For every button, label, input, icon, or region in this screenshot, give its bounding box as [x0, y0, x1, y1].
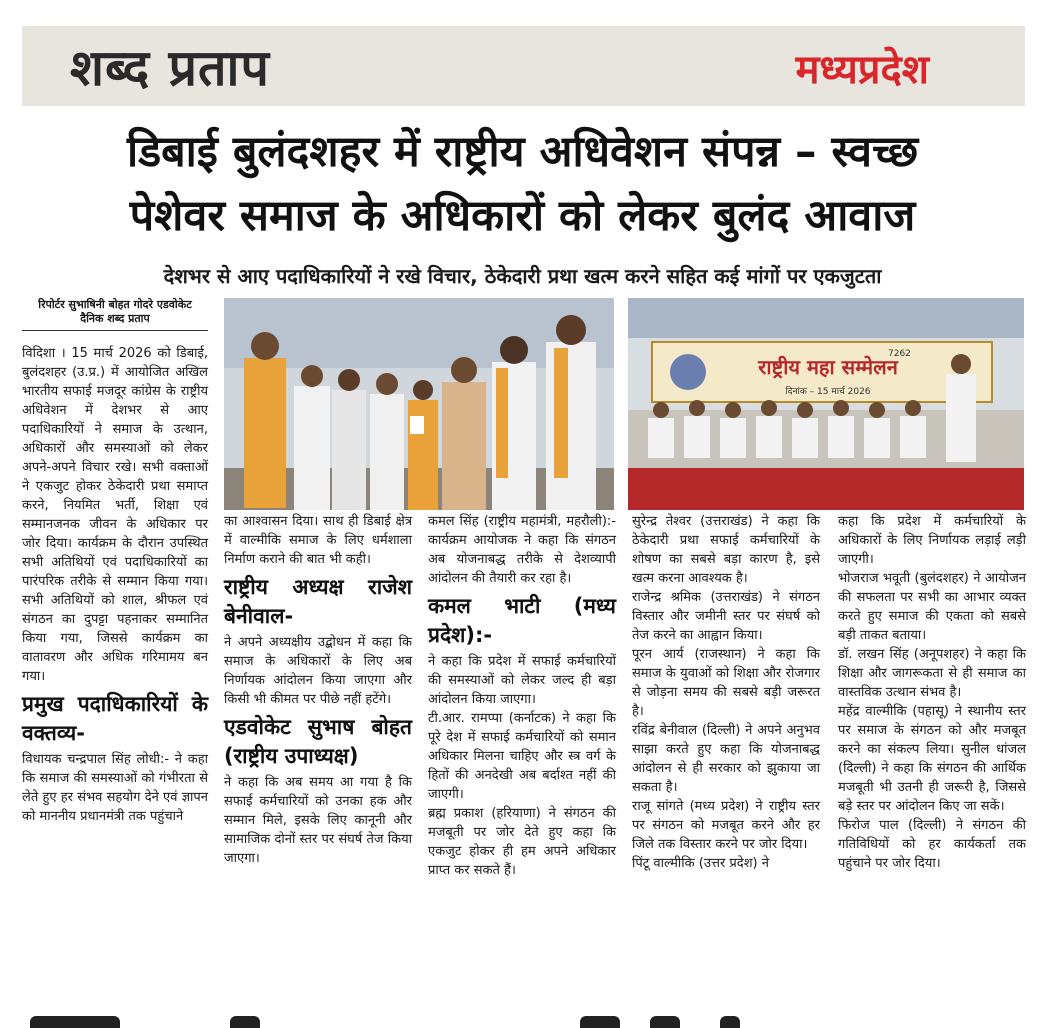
col1-text: विधायक चन्द्रपाल सिंह लोधी:- ने कहा कि समाज की समस्याओं को गंभीरता से लेते हुए हर संभव सहयोग देने एवं ज्ञापन को माननीय प्रधानमंत्री तक पहुंचाने	[22, 752, 208, 824]
region-label: मध्यप्रदेश	[795, 47, 929, 93]
column-2	[224, 512, 412, 868]
col4-para-5: राजू सांगते (मध्य प्रदेश) ने राष्ट्रीय स्तर पर संगठन को मजबूत करने और हर जिले तक विस्तार करने पर जोर दिया।	[632, 799, 820, 852]
col2-section-2: एडवोकेट सुभाष बोहत (राष्ट्रीय उपाध्यक्ष)	[224, 715, 412, 768]
col3-section: कमल भाटी (मध्य प्रदेश):-	[428, 594, 616, 647]
column-5	[838, 512, 1026, 873]
column-4	[632, 512, 820, 873]
photo-stage-image	[628, 298, 1024, 510]
col2-text-1: ने अपने अध्यक्षीय उद्बोधन में कहा कि समाज के अधिकारों के लिए अब निर्णायक आंदोलन किया जाएगा और किसी भी कीमत पर पीछे नहीं हटेंगे।	[224, 635, 412, 707]
banner-date: दिनांक – 15 मार्च 2026	[785, 387, 871, 397]
banner-number: 7262	[888, 349, 911, 359]
col1-section-heading: प्रमुख पदाधिकारियों के वक्तव्य-	[22, 692, 208, 745]
col4-para-1: सुरेन्द्र तेश्वर (उत्तराखंड) ने कहा कि ठेकेदारी प्रथा सफाई कर्मचारियों के शोषण का सबसे बड़ा कारण है, इसे खत्म करना आवश्यक है।	[632, 514, 820, 586]
col3-text-3: टी.आर. रामप्पा (कर्नाटक) ने कहा कि पूरे देश में सफाई कर्मचारियों को समान अधिकार मिलना चाहिए और स्त्र वर्ग के हितों की अनदेखी अब बर्दाश्त नहीं की जाएगी।	[428, 711, 616, 802]
photo-felicitation-image	[224, 298, 614, 510]
byline-reporter: रिपोर्टर सुभाषिनी बोहत गोदरे एडवोकेट	[38, 298, 192, 311]
col2-continuation: का आश्वासन दिया। साथ ही डिबाई क्षेत्र में वाल्मीकि समाज के लिए धर्मशाला निर्माण कराने की बात भी कही।	[224, 514, 412, 567]
column-3	[428, 512, 616, 880]
col1-intro: विदिशा । 15 मार्च 2026 को डिबाई, बुलंदशहर (उ.प्र.) में आयोजित अखिल भारतीय सफाई मजदूर कांग्रेस के राष्ट्रीय अधिवेशन में देशभर से आए पदाधिकारियों ने समाज के उत्थान, अधिकारों और समस्याओं को लेकर अपने-अपने विचार रखे। सभी वक्ताओं ने एकजुट होकर ठेकेदारी प्रथा समाप्त करने, नियमित भर्ती, शिक्षा एवं सम्मानजनक जीवन के अधिकार पर जोर दिया। कार्यक्रम के दौरान उपस्थित सभी अतिथियों एवं पदाधिकारियों का पारंपरिक तरीके से सम्मान किया गया। सभी अतिथियों को शाल, श्रीफल एवं संगठन का दुपट्टा पहनाकर सम्मानित किया गया, जिससे कार्यक्रम का वातावरण और अधिक गरिमामय बन गया।	[22, 346, 208, 684]
col3-text-2: ने कहा कि प्रदेश में सफाई कर्मचारियों की समस्याओं को लेकर जल्द ही बड़ा आंदोलन किया जाएगा।	[428, 654, 616, 707]
masthead	[22, 26, 1025, 106]
col2-section-1: राष्ट्रीय अध्यक्ष राजेश बेनीवाल-	[224, 575, 412, 628]
headline-line-1: डिबाई बुलंदशहर में राष्ट्रीय अधिवेशन संपन्न – स्वच्छ	[126, 127, 919, 177]
photo-felicitation	[224, 298, 614, 510]
col5-para-5: फिरोज पाल (दिल्ली) ने संगठन की गतिविधियों को हर कार्यकर्ता तक पहुंचाने पर जोर दिया।	[838, 818, 1026, 871]
subheading: देशभर से आए पदाधिकारियों ने रखे विचार, ठेकेदारी प्रथा खत्म करने सहित कई मांगों पर एकजुटता	[163, 264, 882, 288]
col4-para-2: राजेन्द्र श्रमिक (उत्तराखंड) ने संगठन विस्तार और जमीनी स्तर पर संघर्ष को तेज करने का आह्वान किया।	[632, 590, 820, 643]
col5-para-3: डॉ. लखन सिंह (अनूपशहर) ने कहा कि शिक्षा और जागरूकता से ही समाज का वास्तविक उत्थान संभव है।	[838, 647, 1026, 700]
byline-paper: दैनिक शब्द प्रताप	[80, 312, 150, 325]
col2-text-2: ने कहा कि अब समय आ गया है कि सफाई कर्मचारियों को उनका हक और सम्मान मिले, इसके लिए कानूनी और सामाजिक दोनों स्तर पर संघर्ष तेज किया जाएगा।	[224, 775, 412, 866]
col5-para-1: कहा कि प्रदेश में कर्मचारियों के अधिकारों के लिए निर्णायक लड़ाई लड़ी जाएगी।	[838, 514, 1026, 567]
paper-name: शब्द प्रताप	[70, 39, 270, 97]
headline-line-2: पेशेवर समाज के अधिकारों को लेकर बुलंद आवाज	[129, 191, 916, 241]
bottom-cutoff-text	[0, 1010, 1045, 1028]
column-1	[22, 344, 208, 826]
banner-title: राष्ट्रीय महा सम्मेलन	[758, 355, 898, 379]
photo-stage	[628, 298, 1024, 510]
byline	[22, 298, 208, 331]
col4-para-4: रविंद्र बेनीवाल (दिल्ली) ने अपने अनुभव साझा करते हुए कहा कि योजनाबद्ध आंदोलन से ही सरकार को झुकाया जा सकता है।	[632, 723, 820, 795]
col5-para-2: भोजराज भवूती (बुलंदशहर) ने आयोजन की सफलता पर सभी का आभार व्यक्त करते हुए समाज की एकता को सबसे बड़ी ताकत बताया।	[838, 571, 1026, 643]
col4-para-3: पूरन आर्य (राजस्थान) ने कहा कि समाज के युवाओं को शिक्षा और रोजगार से जोड़ना समय की सबसे बड़ी जरूरत है।	[632, 647, 820, 719]
col5-para-4: महेंद्र वाल्मीकि (पहासू) ने स्थानीय स्तर पर समाज के संगठन को और मजबूत करने का संकल्प लिया। सुनील धांजल (दिल्ली) ने कहा कि संगठन की आर्थिक मजबूती भी उतनी ही जरूरी है, जिससे बड़े स्तर पर आंदोलन किए जा सकें।	[838, 704, 1026, 814]
col3-text-1: कमल सिंह (राष्ट्रीय महामंत्री, महरौली):- कार्यक्रम आयोजक ने कहा कि संगठन अब योजनाबद्ध तरीके से देशव्यापी आंदोलन की तैयारी कर रहा है।	[428, 514, 616, 586]
col3-text-4: ब्रह्म प्रकाश (हरियाणा) ने संगठन की मजबूती पर जोर देते हुए कहा कि एकजुट होकर ही हम अपने अधिकार प्राप्त कर सकते हैं।	[428, 806, 616, 878]
col4-para-6: पिंटू वाल्मीकि (उत्तर प्रदेश) ने	[632, 856, 769, 871]
